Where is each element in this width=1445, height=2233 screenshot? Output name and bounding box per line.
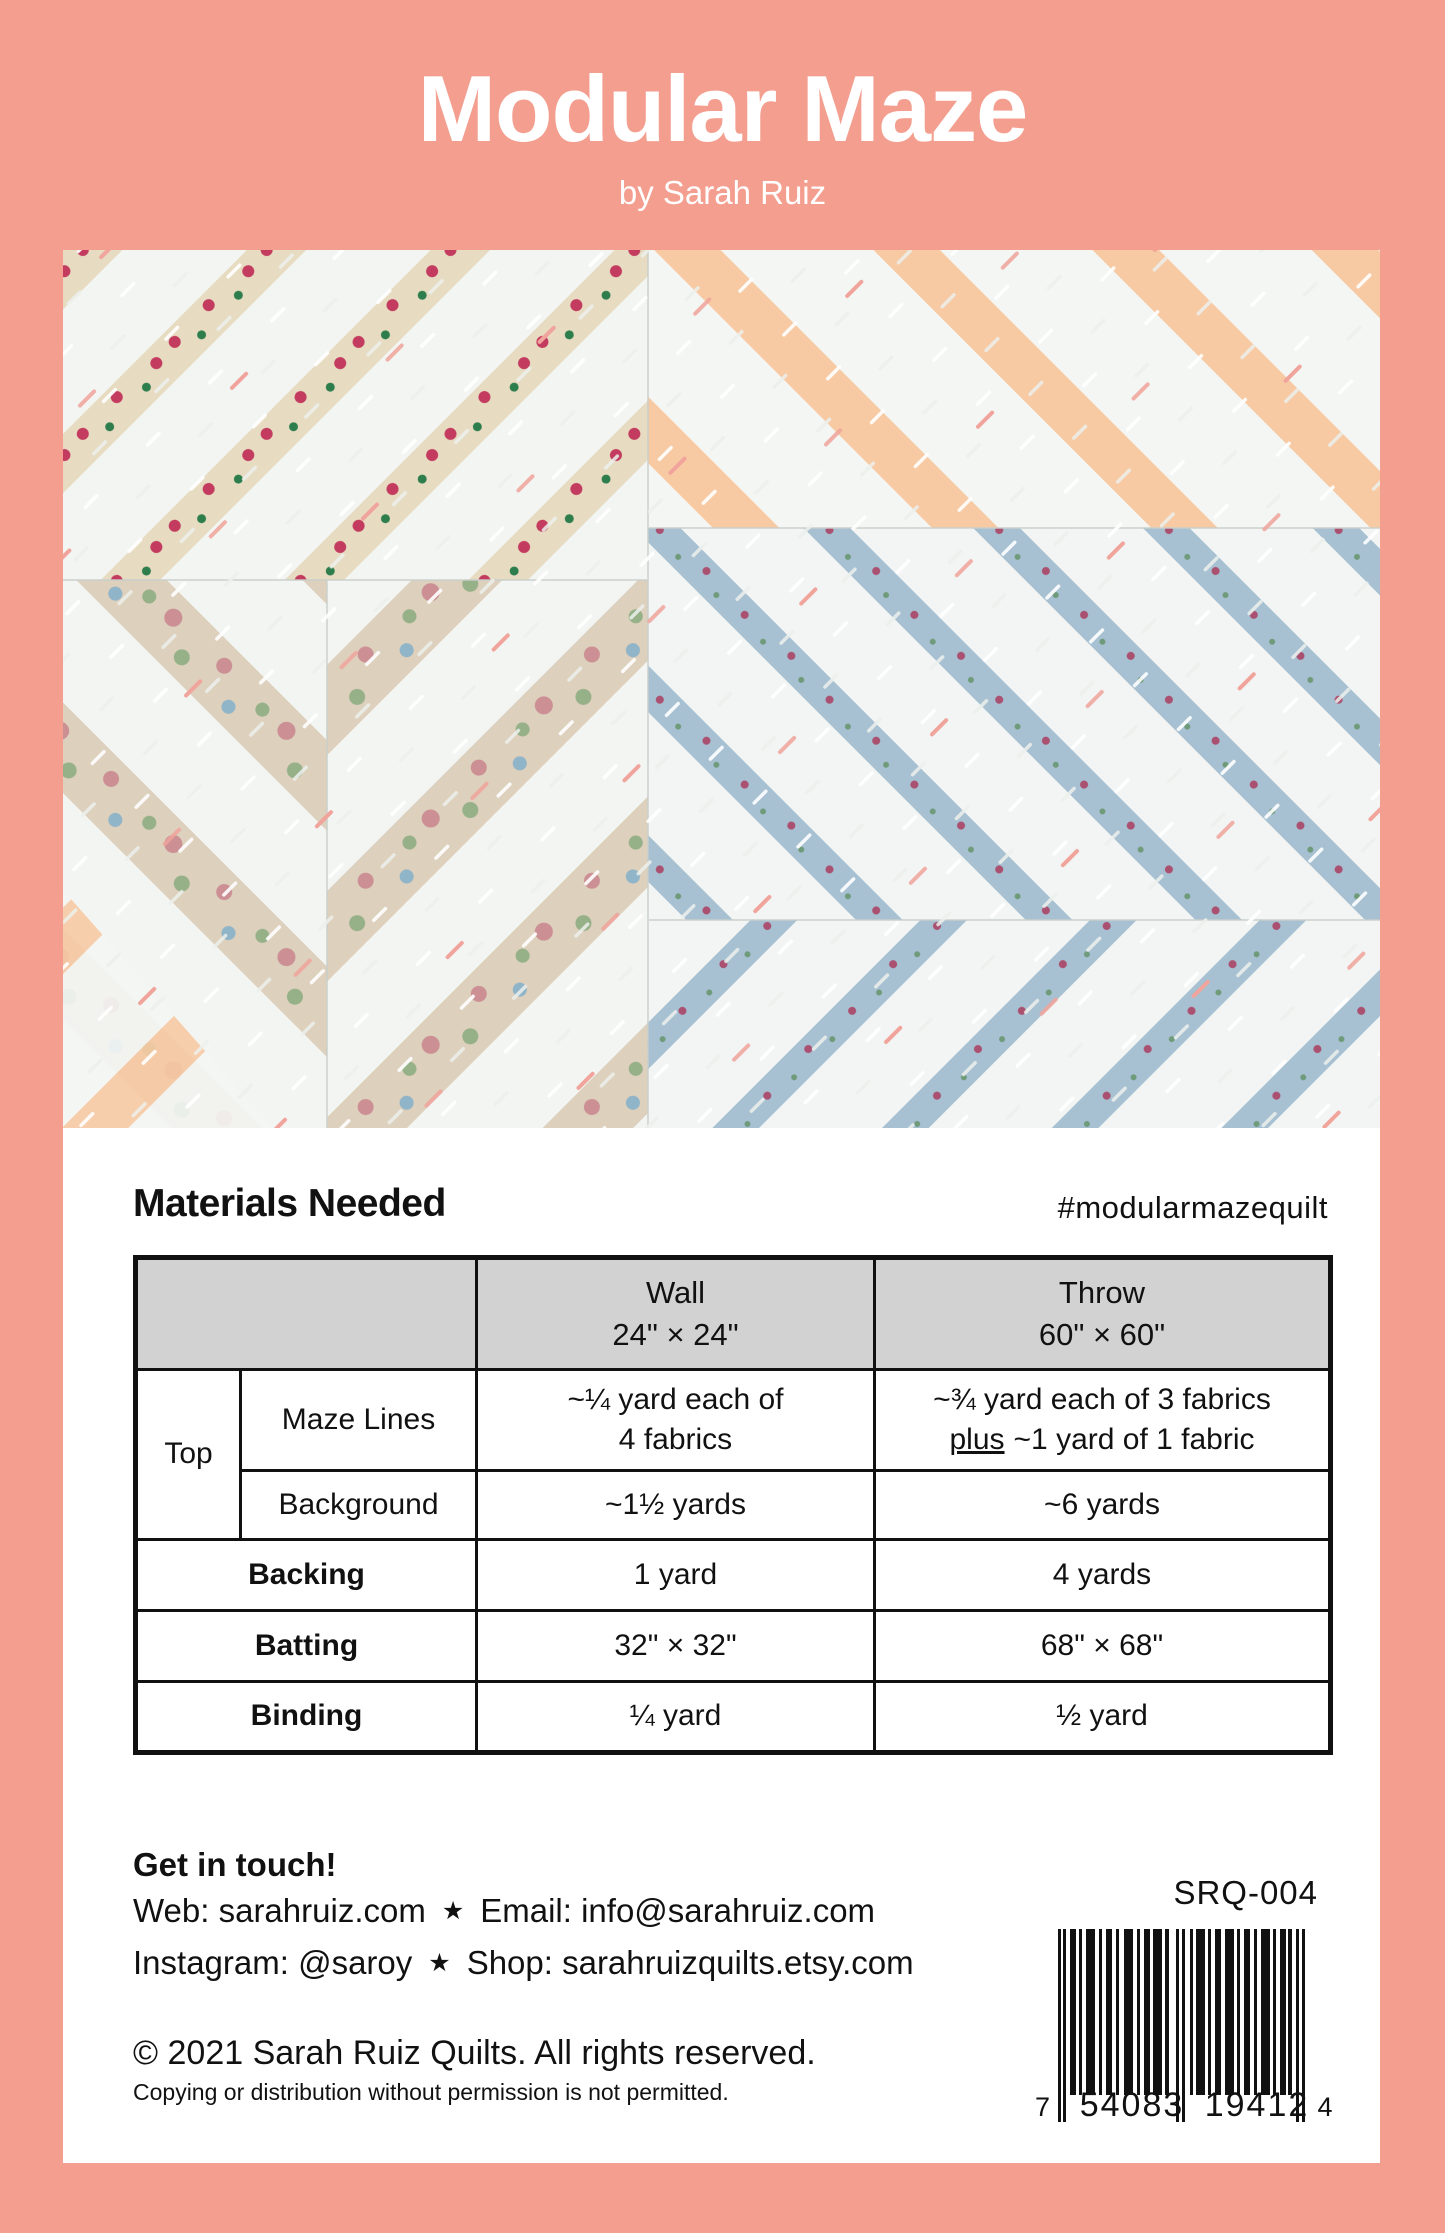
backing-label-cell: Backing (136, 1540, 477, 1611)
contact-heading: Get in touch! (133, 1846, 337, 1883)
barcode-digit-right: 4 (1317, 2092, 1333, 2122)
maze-lines-throw-cell (875, 1370, 1331, 1471)
backing-throw-cell: 4 yards (875, 1540, 1331, 1611)
barcode-digits-group2: 19412 (1204, 2086, 1310, 2124)
barcode-digit-left: 7 (1034, 2092, 1050, 2122)
header-wall-cell (477, 1258, 875, 1370)
page-subtitle: by Sarah Ruiz (618, 174, 827, 211)
batting-throw-cell: 68" × 68" (875, 1611, 1331, 1682)
page-title: Modular Maze (417, 56, 1028, 161)
table-header-row (136, 1258, 1331, 1370)
throw-size: 60" × 60" (1038, 1317, 1166, 1352)
table-row-backing (136, 1540, 1331, 1611)
maze-lines-wall-cell (477, 1370, 875, 1471)
backing-wall-cell: 1 yard (477, 1540, 875, 1611)
contact-web: Web: sarahruiz.com (133, 1892, 426, 1929)
batting-wall-cell: 32" × 32" (477, 1611, 875, 1682)
sku-code: SRQ-004 (1173, 1874, 1318, 1911)
background-label-cell: Background (241, 1471, 477, 1540)
contact-line-1 (133, 1892, 875, 1930)
binding-wall-cell: ¼ yard (477, 1682, 875, 1753)
maze-throw-line1: ~¾ yard each of 3 fabrics (933, 1382, 1271, 1416)
star-icon: ★ (441, 1897, 465, 1925)
contact-line-2 (133, 1944, 914, 1982)
maze-throw-line2: plus ~1 yard of 1 fabric (949, 1423, 1255, 1456)
maze-wall-line2: 4 fabrics (618, 1423, 733, 1456)
quilt-photo (63, 250, 1380, 1128)
barcode-digits-group1: 54083 (1079, 2086, 1185, 2124)
table-row-binding (136, 1682, 1331, 1753)
quilt-photo-graphic (63, 250, 1380, 1128)
permission-notice: Copying or distribution without permission is not permitted. (133, 2079, 729, 2105)
top-group-cell: Top (136, 1370, 241, 1540)
contact-shop: Shop: sarahruizquilts.etsy.com (466, 1944, 914, 1981)
batting-label-cell: Batting (136, 1611, 477, 1682)
throw-title: Throw (1058, 1275, 1146, 1311)
background-wall-cell: ~1½ yards (477, 1471, 875, 1540)
materials-table (133, 1255, 1333, 1755)
wall-title: Wall (645, 1275, 706, 1311)
maze-wall-line1: ~¼ yard each of (567, 1382, 784, 1416)
header-throw-cell (875, 1258, 1331, 1370)
star-icon: ★ (428, 1949, 451, 1977)
hashtag: #modularmazequilt (1057, 1190, 1328, 1225)
table-row-batting (136, 1611, 1331, 1682)
background-throw-cell: ~6 yards (875, 1471, 1331, 1540)
materials-heading: Materials Needed (133, 1182, 446, 1225)
content-panel (63, 1128, 1380, 2163)
binding-throw-cell: ½ yard (875, 1682, 1331, 1753)
binding-label-cell: Binding (136, 1682, 477, 1753)
header-empty-cell (136, 1258, 477, 1370)
table-row-maze-lines (136, 1370, 1331, 1471)
plus-underlined: plus (949, 1423, 1005, 1456)
table-row-background (136, 1471, 1331, 1540)
wall-size: 24" × 24" (612, 1317, 739, 1352)
contact-instagram: Instagram: @saroy (133, 1944, 413, 1981)
contact-email: Email: info@sarahruiz.com (480, 1892, 876, 1929)
copyright-text: © 2021 Sarah Ruiz Quilts. All rights reserved. (133, 2034, 816, 2072)
maze-lines-label-cell: Maze Lines (241, 1370, 477, 1471)
